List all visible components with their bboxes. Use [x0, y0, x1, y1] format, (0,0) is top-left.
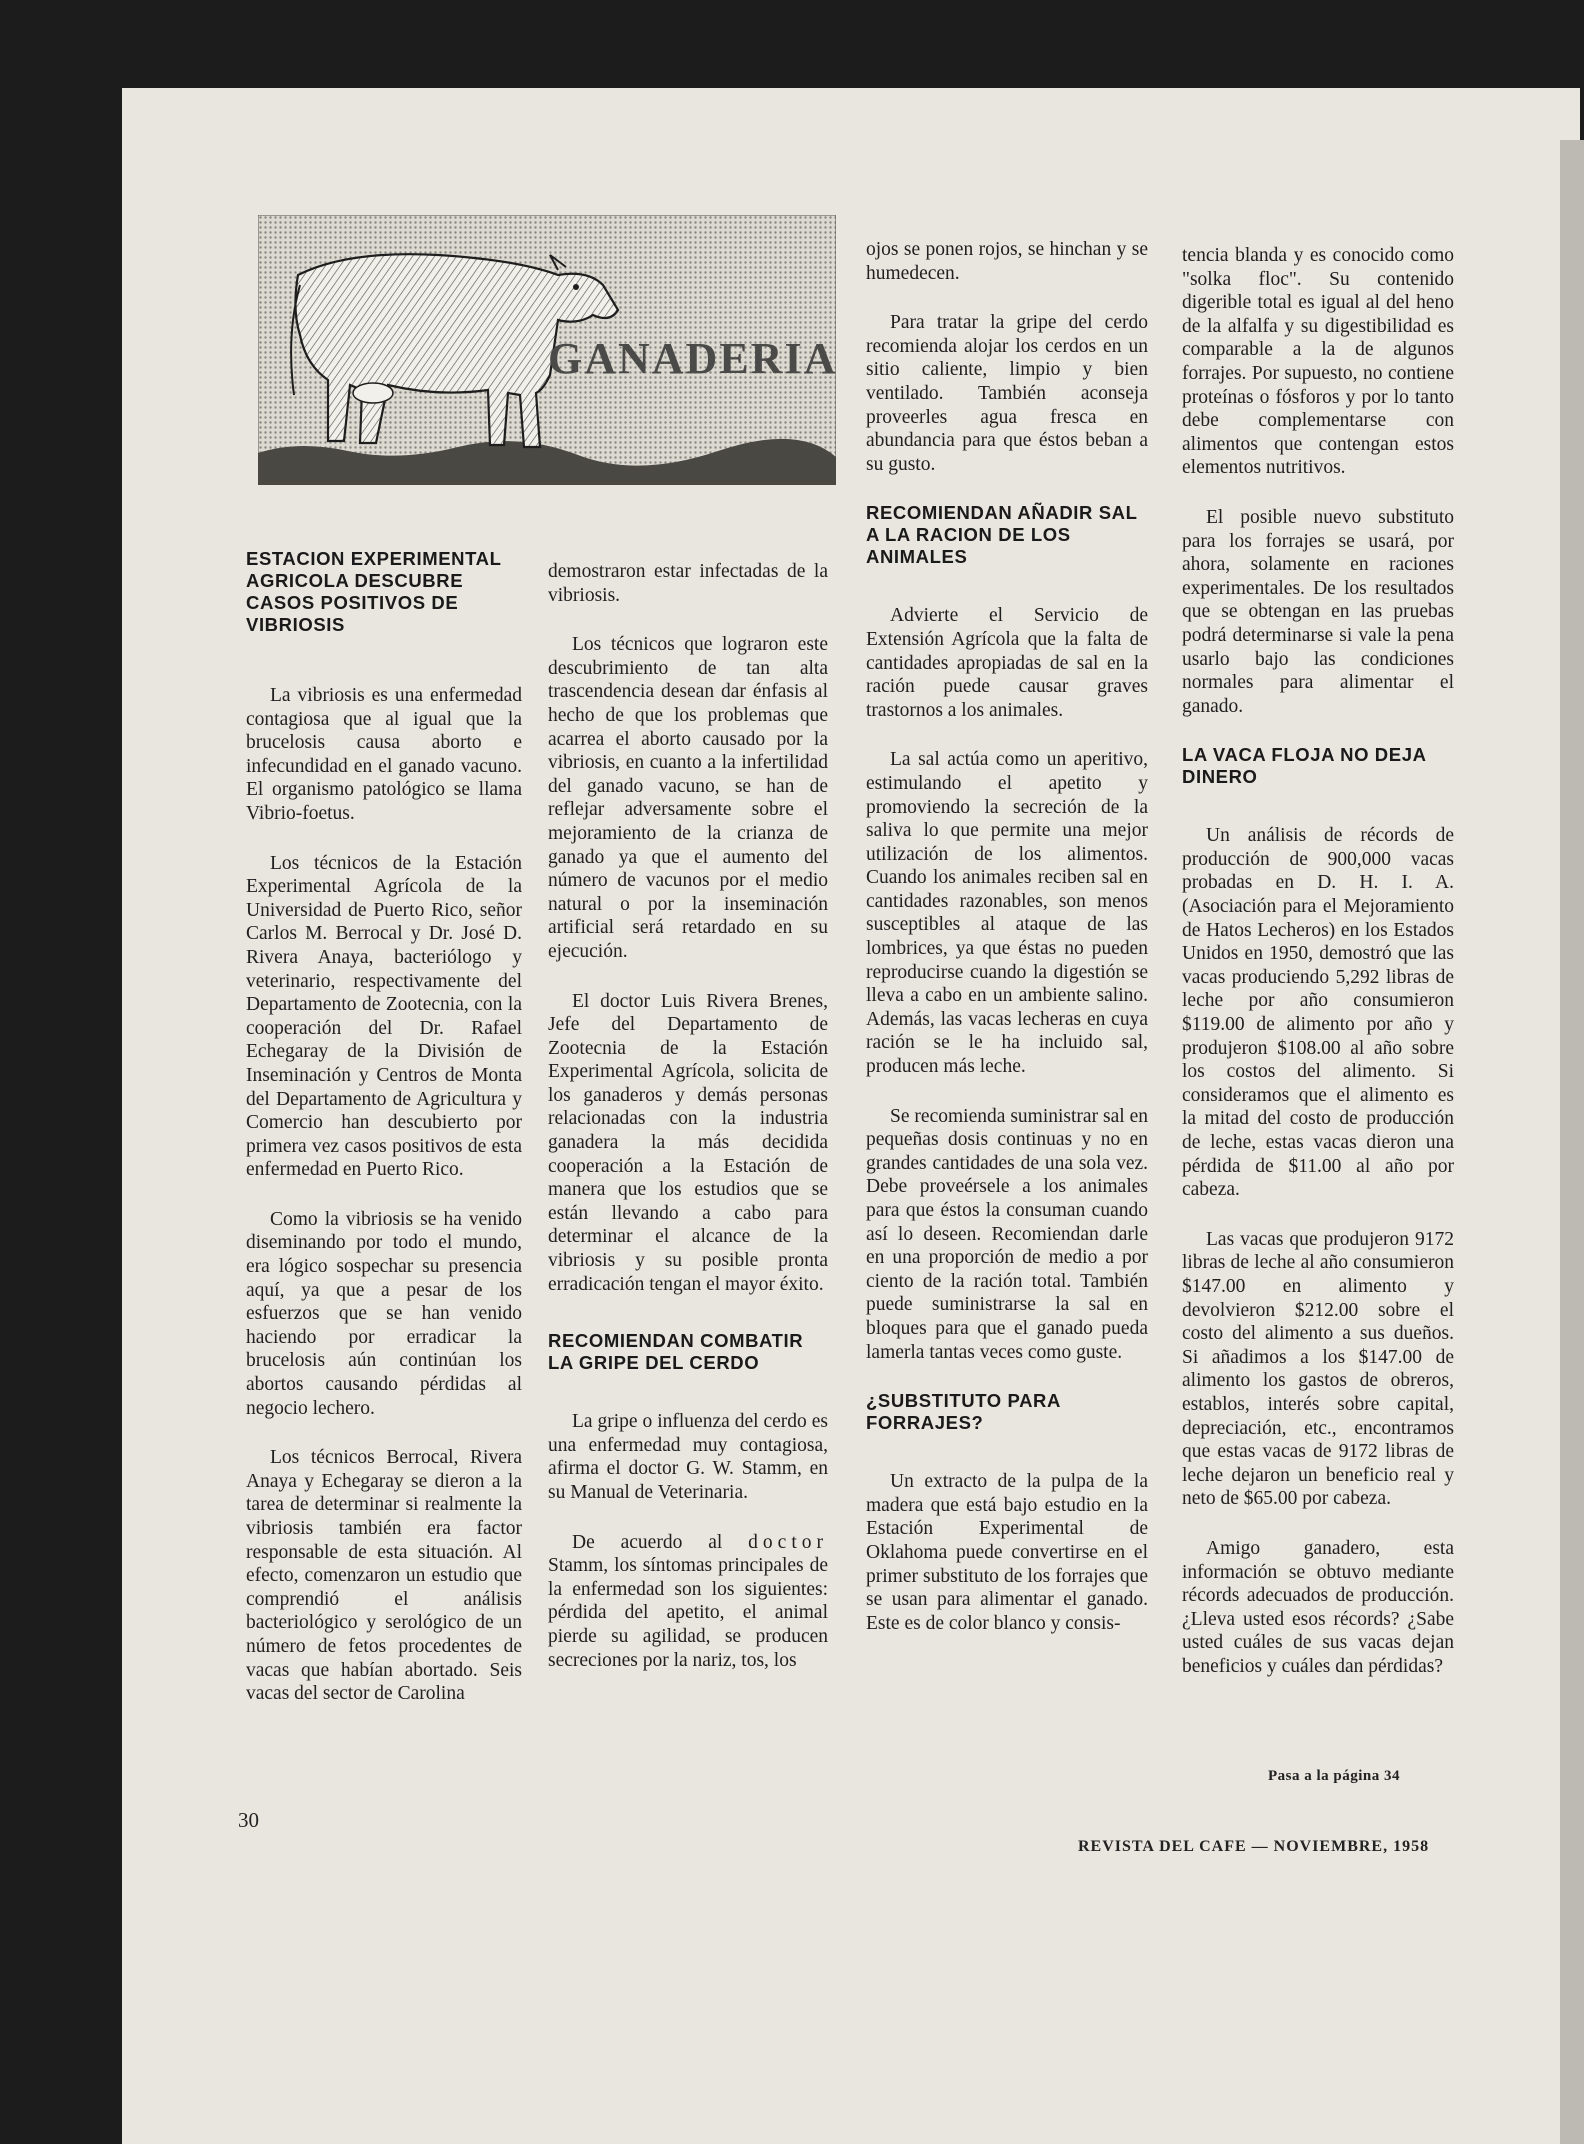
article5-heading: LA VACA FLOJA NO DEJA DINERO — [1182, 744, 1426, 788]
article5-paragraph: Las vacas que produjeron 9172 libras de leche al año consumieron $147.00 en alimento y devolvieron $212.00 sobre el costo del alimento a sus dueños. Si añadimos a los $147.00 de alimento los gastos de obreros, establos, interés sobre capital, depreciación, etc., encontramos que estas vacas de 9172 libras de leche dejaron un beneficio real y neto de $65.00 por cabeza. — [1182, 1228, 1454, 1510]
article2-rest: Stamm, los síntomas principales de la enfermedad son los siguientes: pérdida del apetito, el animal pierde su agilidad, se producen secreciones por la nariz, tos, los — [548, 1555, 828, 1671]
article1-paragraph: La vibriosis es una enfermedad contagiosa que al igual que la brucelosis causa aborto e infecundidad en el ganado vacuno. El organismo patológico se llama Vibrio-foetus. — [246, 685, 522, 824]
article2-doctor: doctor — [748, 1531, 828, 1553]
article5-paragraph: Amigo ganadero, esta información se obtuvo mediante récords adecuados de producción. ¿Lleva usted esos récords? ¿Sabe usted cuáles de sus vacas dejan beneficios y cuáles dan pérdidas? — [1182, 1537, 1454, 1677]
article1-paragraph: Los técnicos Berrocal, Rivera Anaya y Echegaray se dieron a la tarea de determinar si realmente la vibriosis también era factor responsable de esta situación. Al efecto, comenzaron un estudio que comprendió el análisis bacteriológico y serológico de un número de fetos procedentes de vacas que habían abortado. Seis vacas del sector de Carolina — [246, 1447, 522, 1705]
article2-heading: RECOMIENDAN COMBATIR LA GRIPE DEL CERDO — [548, 1330, 804, 1374]
cow-illustration — [258, 215, 836, 485]
article2-paragraph: ojos se ponen rojos, se hinchan y se humedecen. — [866, 239, 1148, 284]
ganaderia-banner — [258, 215, 836, 485]
article4-paragraph: Un extracto de la pulpa de la madera que está bajo estudio en la Estación Experimental de Oklahoma puede convertirse en el primer substituto de los forrajes que se usan para alimentar el ganado. Este es de color blanco y consis- — [866, 1471, 1148, 1634]
article3-heading: RECOMIENDAN AÑADIR SAL A LA RACION DE LOS ANIMALES — [866, 502, 1138, 568]
article1-paragraph: El doctor Luis Rivera Brenes, Jefe del Departamento de Zootecnia de la Estación Experimental Agrícola, solicita de los ganaderos y demás personas relacionadas con la industria ganadera la más decidida cooperación a la Estación de manera que los estudios que se están llevando a cabo para determinar el alcance de la vibriosis y su posible pronta erradicación tengan el mayor éxito. — [548, 990, 828, 1295]
article1-heading: ESTACION EXPERIMENTAL AGRICOLA DESCUBRE CASOS POSITIVOS DE VIBRIOSIS — [246, 548, 502, 635]
article1-paragraph: demostraron estar infectadas de la vibriosis. — [548, 561, 828, 606]
article4-heading: ¿SUBSTITUTO PARA FORRAJES? — [866, 1390, 1061, 1434]
footer-credit: REVISTA DEL CAFE — NOVIEMBRE, 1958 — [1078, 1838, 1430, 1855]
page-number: 30 — [238, 1808, 259, 1832]
article4-paragraph: tencia blanda y es conocido como "solka floc". Su contenido digerible total es igual al del heno de la alfalfa y su digestibilidad es comparable a la de algunos forrajes. Por supuesto, no contiene proteínas o fósforos y por lo tanto debe complementarse con alimentos que contengan estos elementos nutritivos. — [1182, 245, 1454, 479]
page-edge — [1560, 140, 1584, 2144]
article3-paragraph: Se recomienda suministrar sal en pequeñas dosis continuas y no en grandes cantidades de una sola vez. Debe proveérsele a los animales para que éstos la consuman cuando así lo deseen. Recomiendan darle en una proporción de medio a por ciento de la ración total. También puede suministrarse la sal en bloques para que el ganado pueda lamerla tantas veces como guste. — [866, 1105, 1148, 1363]
article2-paragraph — [548, 1531, 828, 1673]
article4-paragraph: El posible nuevo substituto para los forrajes se usará, por ahora, solamente en raciones experimentales. De los resultados que se obtengan en las pruebas podrá determinarse si vale la pena usarlo bajo las condiciones normales para alimentar el ganado. — [1182, 506, 1454, 717]
column-4 — [1182, 244, 1454, 1704]
article3-paragraph: Advierte el Servicio de Extensión Agrícola que la falta de cantidades apropiadas de sal en la ración puede causar graves trastornos a los animales. — [866, 605, 1148, 721]
article2-paragraph: Para tratar la gripe del cerdo recomienda alojar los cerdos en un sitio caliente, limpio y bien ventilado. También aconseja proveerles agua fresca en abundancia para que éstos beban a su gusto. — [866, 312, 1148, 475]
continued-note: Pasa a la página 34 — [1268, 1768, 1401, 1784]
article2-lead: De acuerdo al — [572, 1531, 723, 1553]
article1-paragraph: Los técnicos que lograron este descubrimiento de tan alta trascendencia desean dar énfasis al hecho de que los problemas que acarrea el aborto causado por la vibriosis, en cuanto a la infertilidad del ganado vacuno, se han de reflejar adversamente sobre el mejoramiento de la crianza de ganado ya que el aumento del número de vacunos por el medio natural o por la inseminación artificial será retardado en su ejecución. — [548, 634, 828, 962]
column-3 — [866, 238, 1148, 1661]
banner-title: GANADERIA — [548, 334, 836, 383]
article1-paragraph: Los técnicos de la Estación Experimental Agrícola de la Universidad de Puerto Rico, señor Carlos M. Berrocal y Dr. José D. Rivera Anaya, bacteriólogo y veterinario, respectivamente del Departamento de Zootecnia, con la cooperación del Dr. Rafael Echegaray de la División de Inseminación y Centros de Monta del Departamento de Agricultura y Comercio han descubierto por primera vez casos positivos de esta enfermedad en Puerto Rico. — [246, 852, 522, 1181]
article1-paragraph: Como la vibriosis se ha venido diseminando por todo el mundo, era lógico sospechar su presencia aquí, ya que a pesar de los esfuerzos que se han venido haciendo por erradicar la brucelosis aún continúan los abortos causando pérdidas al negocio lechero. — [246, 1208, 522, 1419]
article2-paragraph: La gripe o influenza del cerdo es una enfermedad muy contagiosa, afirma el doctor G. W. Stamm, en su Manual de Veterinaria. — [548, 1411, 828, 1503]
column-1 — [246, 548, 522, 1732]
article5-paragraph: Un análisis de récords de producción de 900,000 vacas probadas en D. H. I. A. (Asociación para el Mejoramiento de Hatos Lecheros) en los Estados Unidos en 1950, demostró que las vacas produciendo 5,292 libras de leche por año consumieron $119.00 de alimento por año y produjeron $108.00 al año sobre los costos del alimento. Si consideramos que el alimento es la mitad del costo de producción de leche, estas vacas dieron una pérdida de $11.00 al año por cabeza. — [1182, 825, 1454, 1201]
article3-paragraph: La sal actúa como un aperitivo, estimulando el apetito y promoviendo la secreción de la saliva lo que permite una mejor utilización de los alimentos. Cuando los animales reciben sal en cantidades razonables, son menos susceptibles al ataque de las lombrices, ya que éstas no pueden reproducirse cuando la digestión se lleva a cabo en un ambiente salino. Además, las vacas lecheras en cuya ración se le ha incluido sal, producen más leche. — [866, 749, 1148, 1078]
column-2 — [548, 560, 828, 1698]
